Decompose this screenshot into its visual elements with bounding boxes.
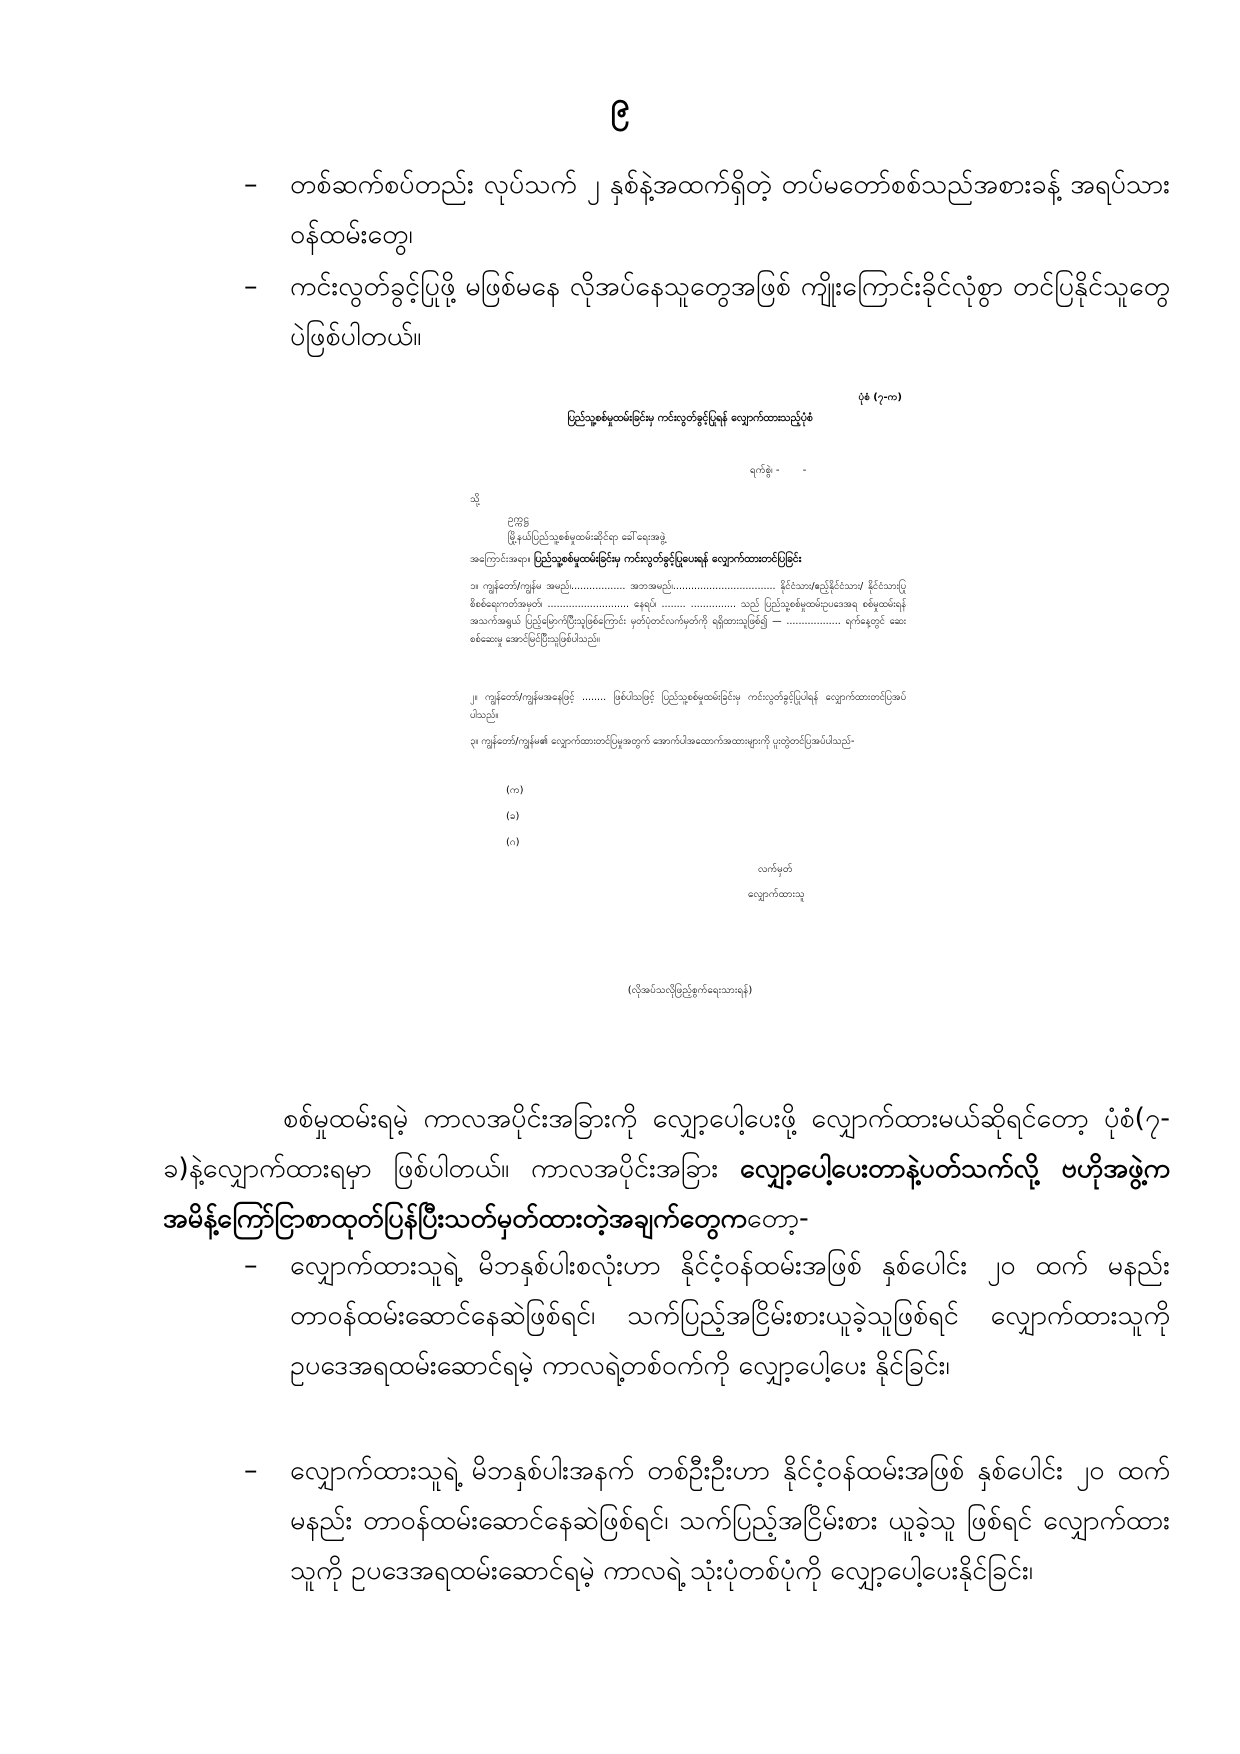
form-reference: ပုံစံ (၇-က) — [858, 392, 902, 403]
form-subject — [470, 551, 801, 568]
page-number: ၉ — [610, 85, 630, 125]
form-attachment-item: (က) — [506, 785, 524, 796]
form-paragraph: ၂။ ကျွန်တော်/ကျွန်မအနေဖြင့် ........ ဖြစ်ပါသဖြင့် ပြည်သူ့စစ်မှုထမ်းခြင်းမှ ကင်းလွတ်ခွင့်ပြုပါရန် လျှောက်ထားတင်ပြအပ်ပါသည်။ — [470, 692, 906, 721]
form-date-dots: - - — [775, 465, 817, 476]
form-addressee-org: မြို့နယ်ပြည်သူ့စစ်မှုထမ်းဆိုင်ရာ ခေါ်ရေးအဖွဲ့ — [508, 532, 666, 543]
list-item-text: လျှောက်ထားသူရဲ့ မိဘနှစ်ပါးအနက် တစ်ဦးဦးဟာ နိုင်ငံ့ဝန်ထမ်းအဖြစ် နှစ်ပေါင်း ၂၀ ထက်မနည်း တာဝန်ထမ်းဆောင်နေဆဲဖြစ်ရင်၊ သက်ပြည့်အငြိမ်းစား ယူခဲ့သူ ဖြစ်ရင် လျှောက်ထားသူကို ဥပဒေအရထမ်းဆောင်ရမဲ့ ကာလရဲ့ သုံးပုံတစ်ပုံကို လျှော့ပေါ့ပေးနိုင်ခြင်း၊ — [290, 1455, 1170, 1586]
list-item — [244, 1446, 1170, 1596]
form-subject-label: အကြောင်းအရာ။ — [470, 554, 531, 565]
list-item-text: ကင်းလွတ်ခွင့်ပြုဖို့ မဖြစ်မနေ လိုအပ်နေသူတွေအဖြစ် ကျိုးကြောင်းခိုင်လုံစွာ တင်ပြနိုင်သူတွေပဲဖြစ်ပါတယ်။ — [290, 271, 1170, 352]
form-title: ပြည်သူ့စစ်မှုထမ်းခြင်းမှ ကင်းလွတ်ခွင့်ပြုရန် လျှောက်ထားသည့်ပုံစံ — [567, 412, 813, 424]
form-subject-text: ပြည်သူ့စစ်မှုထမ်းခြင်းမှ ကင်းလွတ်ခွင့်ပြုပေးရန် လျှောက်ထားတင်ပြခြင်း — [533, 553, 802, 565]
form-to: သို့ — [470, 494, 480, 505]
list-item — [244, 1241, 1170, 1391]
form-date — [750, 463, 816, 479]
form-signature-label: လက်မှတ် — [758, 864, 793, 875]
embedded-form — [470, 380, 910, 1020]
form-footer-note: (လိုအပ်သလိုဖြည့်စွက်ရေးသားရန်) — [627, 985, 753, 996]
form-addressee: ဥက္ကဋ္ဌ — [508, 514, 529, 525]
bullet-dash: – — [244, 1455, 258, 1486]
body-bold-text: လျှော့ပေါ့ပေးတာနဲ့ပတ်သက်လို့ ဗဟိုအဖွဲ့ကအမိန့်ကြော်ငြာစာထုတ်ပြန်ပြီးသတ်မှတ်ထားတဲ့အချက်တွေက — [163, 1153, 1170, 1234]
list-item — [244, 160, 1170, 260]
form-paragraph: ၁။ ကျွန်တော်/ကျွန်မ အမည်၊.................. အဘအမည်၊.................................. နိုင်ငံသား/ဧည့်နိုင်ငံသား/ နိုင်ငံသားပြု စိစစ်ရေးကတ်အမှတ်၊ ........................... နေရပ်၊ ........ ............... သည် ပြည်သူ့စစ်မှုထမ်းဥပဒေအရ စစ်မှုထမ်းရန် အသက်အရွယ် ပြည့်မြောက်ပြီးသူဖြစ်ကြောင်း မှတ်ပုံတင်လက်မှတ်ကို ရရှိထားသူဖြစ်၍ — .................. ရက်နေ့တွင် ဆေးစစ်ဆေးမှု အောင်မြင်ပြီးသူဖြစ်ပါသည်။ — [470, 581, 906, 645]
bullet-dash: – — [244, 1250, 258, 1281]
list-item-text: တစ်ဆက်စပ်တည်း လုပ်သက် ၂ နှစ်နဲ့အထက်ရှိတဲ့ တပ်မတော်စစ်သည်အစားခန့် အရပ်သားဝန်ထမ်းတွေ၊ — [290, 169, 1170, 250]
form-paragraph: ၃။ ကျွန်တော်/ကျွန်မ၏ လျှောက်ထားတင်ပြမှုအတွက် အောက်ပါအထောက်အထားများကို ပူးတွဲတင်ပြအပ်ပါသည်- — [470, 736, 855, 747]
body-paragraph — [163, 1094, 1170, 1244]
form-date-label: ရက်စွဲ၊ — [750, 465, 773, 476]
bullet-dash: – — [244, 169, 258, 200]
form-attachment-item: (ခ) — [506, 811, 520, 822]
list-item — [244, 262, 1170, 362]
form-attachment-item: (ဂ) — [506, 837, 520, 848]
body-text: စစ်မှုထမ်းရမဲ့ ကာလအပိုင်းအခြားကို လျှော့ပေါ့ပေးဖို့ လျှောက်ထားမယ်ဆိုရင်တော့ ပုံစံ(၇-ခ)နဲ့လျှောက်ထားရမှာ ဖြစ်ပါတယ်။ ကာလအပိုင်းအခြား — [163, 1103, 1170, 1184]
list-item-text: လျှောက်ထားသူရဲ့ မိဘနှစ်ပါးစလုံးဟာ နိုင်ငံ့ဝန်ထမ်းအဖြစ် နှစ်ပေါင်း ၂၀ ထက် မနည်း တာဝန်ထမ်းဆောင်နေဆဲဖြစ်ရင်၊ သက်ပြည့်အငြိမ်းစားယူခဲ့သူဖြစ်ရင် လျှောက်ထားသူကို ဥပဒေအရထမ်းဆောင်ရမဲ့ ကာလရဲ့တစ်ဝက်ကို လျှော့ပေါ့ပေး နိုင်ခြင်း၊ — [290, 1250, 1170, 1381]
bullet-dash: – — [244, 271, 258, 302]
form-signature-role: လျှောက်ထားသူ — [748, 889, 805, 900]
body-text-tail: တော့- — [746, 1203, 809, 1234]
